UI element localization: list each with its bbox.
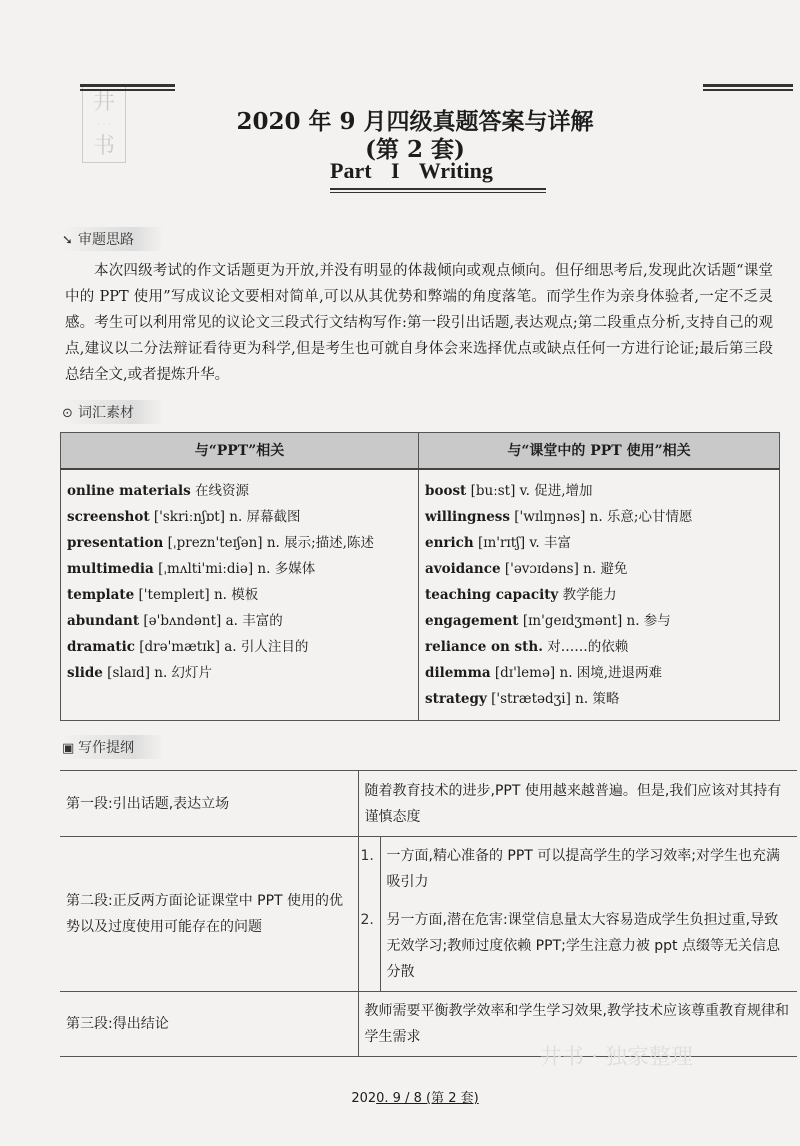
vocab-entry — [67, 608, 412, 634]
outline-content: 随着教育技术的进步,PPT 使用越来越普遍。但是,我们应该对其持有谨慎态度 — [358, 771, 797, 837]
vocab-definition: 对……的依赖 — [542, 638, 629, 655]
publisher-stamp: 井 · · · 书 — [82, 85, 126, 163]
vocab-header-ppt: 与“PPT”相关 — [61, 433, 419, 469]
vocabulary-table — [60, 432, 780, 721]
vocab-entry — [67, 478, 412, 504]
section-vocabulary: ⊙ 词汇素材 — [62, 400, 164, 424]
vocab-entry — [67, 582, 412, 608]
vocab-column-classroom — [419, 469, 780, 721]
vocab-word: strategy — [425, 690, 487, 707]
outline-label: 第三段:得出结论 — [60, 992, 358, 1057]
vocab-definition: [ɪn'rɪtʃ] v. 丰富 — [473, 534, 571, 551]
analysis-paragraph: 本次四级考试的作文话题更为开放,并没有明显的体裁倾向或观点倾向。但仔细思考后,发现此次话题“课堂中的 PPT 使用”写成议论文要相对简单,可以从其优势和弊端的角度落笔。而学生作为亲身体验者,一定不乏灵感。考生可以利用常见的议论文三段式行文结构写作:第一段引出话题,表达观点;第二段重点分析,支持自己的观点,建议以二分法辩证看待更为科学,但是考生也可就自身体会来选择优点或缺点任何一方进行论证;最后第三段总结全文,或者提炼升华。 — [65, 263, 773, 383]
title-rule-right — [703, 84, 793, 91]
vocab-definition: [ɪn'geɪdʒmənt] n. 参与 — [518, 612, 671, 629]
vocab-entry — [425, 478, 773, 504]
vocab-definition: ['əvɔɪdəns] n. 避免 — [500, 560, 628, 577]
vocab-word: avoidance — [425, 560, 501, 577]
vocab-header-classroom: 与“课堂中的 PPT 使用”相关 — [419, 433, 780, 469]
outline-label: 第一段:引出话题,表达立场 — [60, 771, 358, 837]
stamp-bottom: 书 — [92, 134, 115, 159]
title-rule-left — [80, 84, 175, 91]
page-title: 2020 年 9 月四级真题答案与详解 — [236, 108, 594, 135]
outline-label: 第二段:正反两方面论证课堂中 PPT 使用的优势以及过度使用可能存在的问题 — [60, 837, 358, 992]
vocab-definition: 在线资源 — [190, 482, 250, 499]
outline-item: 另一方面,潜在危害:课堂信息量太大容易造成学生负担过重,导致无效学习;教师过度依赖 PPT;学生注意力被 ppt 点缀等无关信息分散 — [380, 901, 797, 992]
vocab-entry — [425, 660, 773, 686]
pen-icon: ➘ — [62, 233, 73, 248]
vocab-entry — [425, 608, 773, 634]
footer-page-number: 0. 9 / 8 (第 2 套) — [376, 1091, 479, 1106]
vocab-word: enrich — [425, 534, 474, 551]
vocab-word: abundant — [67, 612, 140, 629]
vocab-definition: [dɪ'lemə] n. 困境,进退两难 — [490, 664, 663, 681]
vocab-word: willingness — [425, 508, 510, 525]
notebook-icon: ▣ — [62, 741, 75, 756]
vocab-definition: ['templeɪt] n. 模板 — [134, 586, 259, 603]
vocab-entry — [67, 530, 412, 556]
vocab-definition: [buːst] v. 促进,增加 — [466, 482, 593, 499]
vocab-word: screenshot — [67, 508, 150, 525]
vocab-definition: [ˌmʌlti'miːdiə] n. 多媒体 — [153, 560, 316, 577]
item-number: 1. — [358, 837, 380, 902]
section-analysis: ➘ 审题思路 — [62, 227, 164, 251]
vocab-entry — [67, 556, 412, 582]
stamp-top: 井 — [92, 90, 115, 115]
outline-item: 一方面,精心准备的 PPT 可以提高学生的学习效率;对学生也充满吸引力 — [380, 837, 797, 902]
vocab-entry — [67, 504, 412, 530]
vocab-definition: ['strætədʒi] n. 策略 — [486, 690, 620, 707]
vocab-word: slide — [67, 664, 103, 681]
vocab-entry — [425, 504, 773, 530]
vocab-word: engagement — [425, 612, 519, 629]
vocab-word: teaching capacity — [425, 586, 559, 603]
vocab-word: dramatic — [67, 638, 135, 655]
outline-row — [60, 837, 797, 902]
part-heading: Part I Writing — [330, 158, 493, 183]
vocab-entry — [425, 686, 773, 712]
page-subtitle: (第 2 套) — [365, 136, 465, 163]
vocab-entry — [425, 634, 773, 660]
vocab-word: template — [67, 586, 135, 603]
vocab-definition: [ə'bʌndənt] a. 丰富的 — [139, 612, 283, 629]
part-underline — [330, 188, 546, 193]
vocab-definition: [slaɪd] n. 幻灯片 — [102, 664, 213, 681]
outline-table — [60, 770, 797, 1057]
vocab-column-ppt — [61, 469, 419, 721]
vocab-word: online materials — [67, 482, 191, 499]
item-number: 2. — [358, 901, 380, 992]
vocab-entry — [425, 530, 773, 556]
vocab-definition: 教学能力 — [558, 586, 617, 603]
vocab-entry — [67, 660, 412, 686]
vocab-word: reliance on sth. — [425, 638, 543, 655]
vocab-definition: ['wɪlɪŋnəs] n. 乐意;心甘情愿 — [510, 508, 693, 525]
vocab-word: dilemma — [425, 664, 491, 681]
watermark: 井书 · 独家整理 — [540, 1045, 693, 1070]
outline-row — [60, 771, 797, 837]
vocab-word: presentation — [67, 534, 164, 551]
page-footer — [0, 1087, 800, 1106]
clock-icon: ⊙ — [62, 406, 73, 421]
vocab-entry — [67, 634, 412, 660]
vocab-entry — [425, 556, 773, 582]
vocab-entry — [425, 582, 773, 608]
vocab-word: boost — [425, 482, 467, 499]
vocab-definition: [drə'mætɪk] a. 引人注目的 — [134, 638, 309, 655]
vocab-definition: [ˌprezn'teɪʃən] n. 展示;描述,陈述 — [163, 534, 374, 551]
outline-content: 教师需要平衡教学效率和学生学习效果,教学技术应该尊重教育规律和学生需求 — [358, 992, 797, 1057]
vocab-definition: ['skriːnʃɒt] n. 屏幕截图 — [149, 508, 301, 525]
vocab-word: multimedia — [67, 560, 154, 577]
section-outline: ▣ 写作提纲 — [62, 735, 164, 759]
footer-prefix: 202 — [351, 1091, 377, 1106]
